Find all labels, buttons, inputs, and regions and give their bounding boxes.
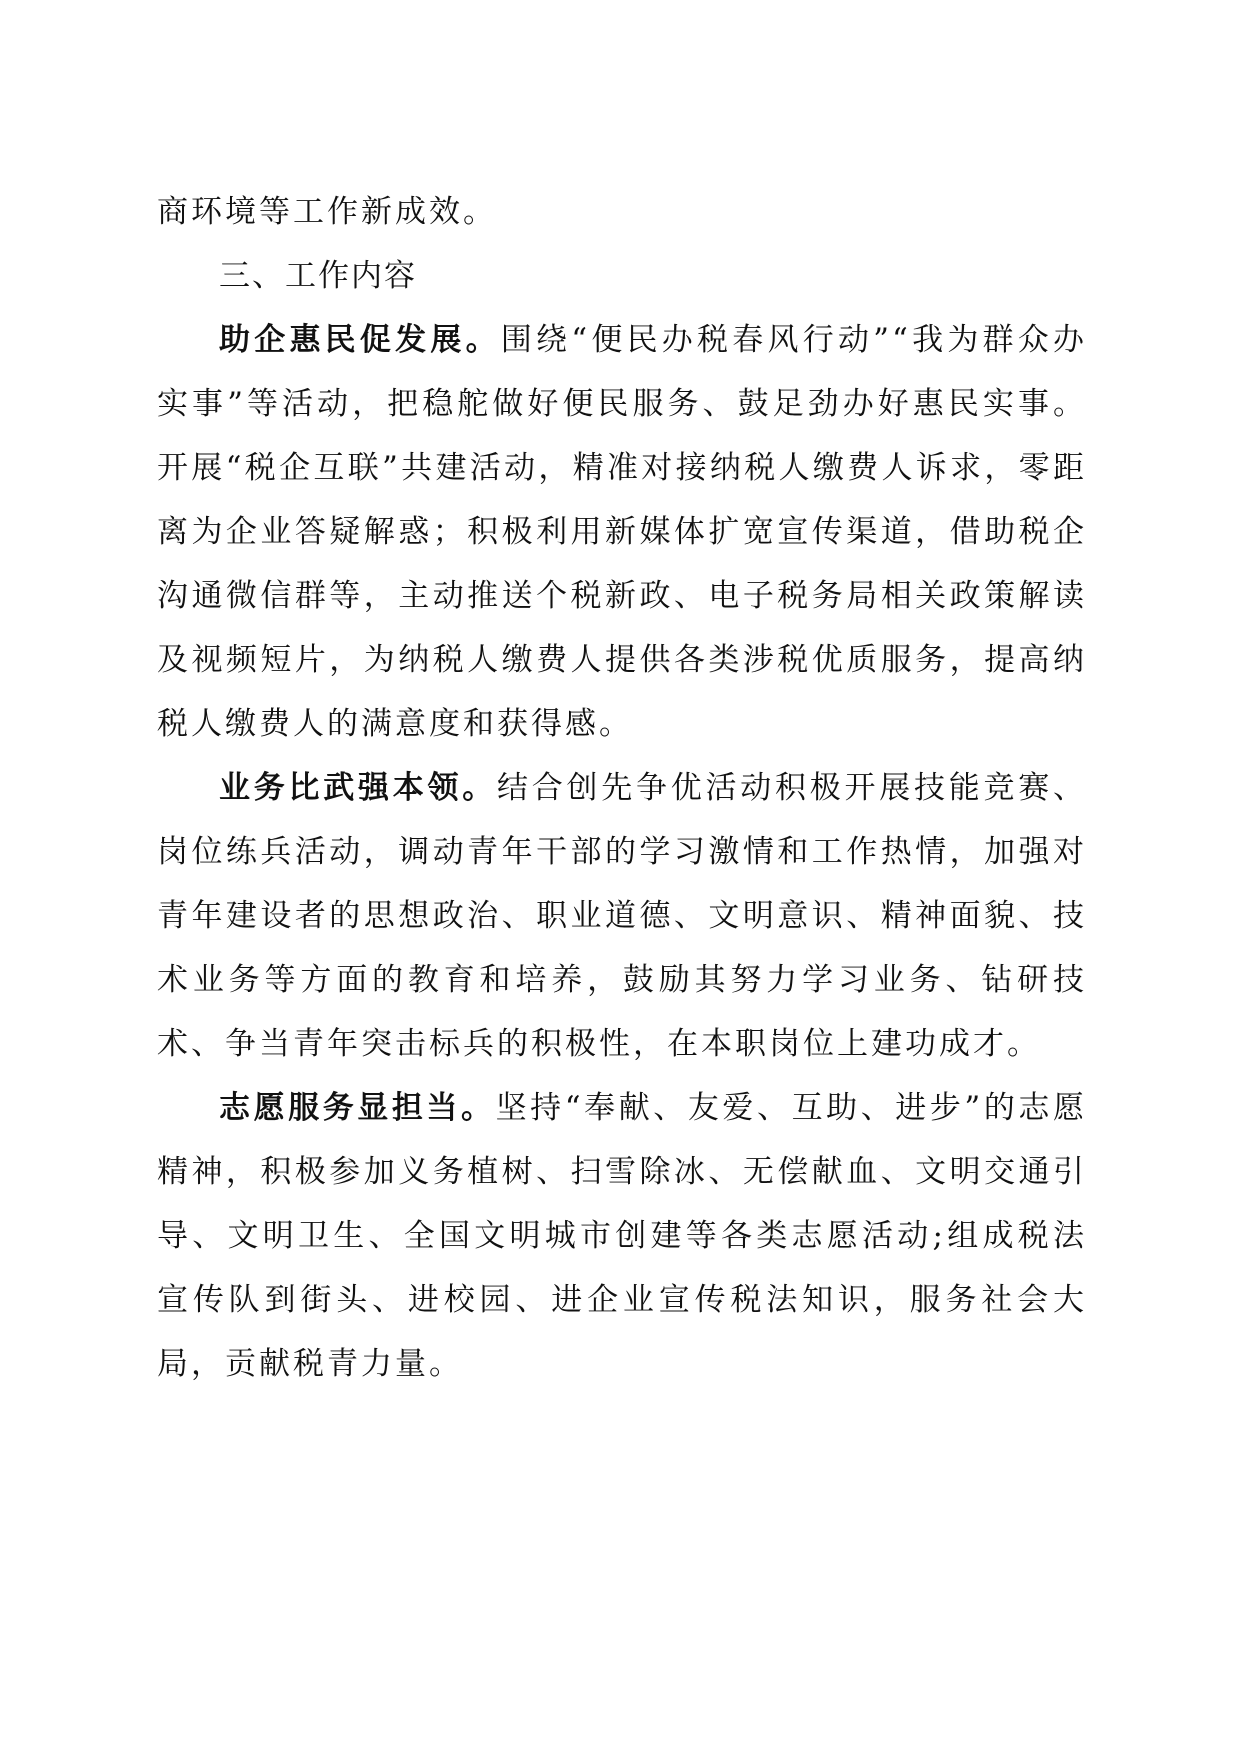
paragraph-service xyxy=(157,308,1087,756)
paragraph-volunteer xyxy=(157,1076,1087,1396)
paragraph-lead: 助企惠民促发展。 xyxy=(219,322,501,358)
paragraph-skills xyxy=(157,756,1087,1076)
continuation-paragraph: 商环境等工作新成效。 xyxy=(157,194,497,230)
document-body xyxy=(157,180,1087,1396)
paragraph-lead: 业务比武强本领。 xyxy=(219,770,497,806)
paragraph-body: 围绕“便民办税春风行动”“我为群众办实事”等活动，把稳舵做好便民服务、鼓足劲办好惠民实事。开展“税企互联”共建活动，精准对接纳税人缴费人诉求，零距离为企业答疑解惑；积极利用新媒体扩宽宣传渠道，借助税企沟通微信群等，主动推送个税新政、电子税务局相关政策解读及视频短片，为纳税人缴费人提供各类涉税优质服务，提高纳税人缴费人的满意度和获得感。 xyxy=(157,322,1088,742)
section-heading: 三、工作内容 xyxy=(219,258,417,294)
paragraph-lead: 志愿服务显担当。 xyxy=(219,1090,496,1126)
paragraph-body: 坚持“奉献、友爱、互助、进步”的志愿精神，积极参加义务植树、扫雪除冰、无偿献血、文明交通引导、文明卫生、全国文明城市创建等各类志愿活动;组成税法宣传队到街头、进校园、进企业宣传税法知识，服务社会大局，贡献税青力量。 xyxy=(157,1090,1087,1382)
paragraph-body: 结合创先争优活动积极开展技能竞赛、岗位练兵活动，调动青年干部的学习激情和工作热情，加强对青年建设者的思想政治、职业道德、文明意识、精神面貌、技术业务等方面的教育和培养，鼓励其努力学习业务、钻研技术、争当青年突击标兵的积极性，在本职岗位上建功成才。 xyxy=(157,770,1087,1062)
